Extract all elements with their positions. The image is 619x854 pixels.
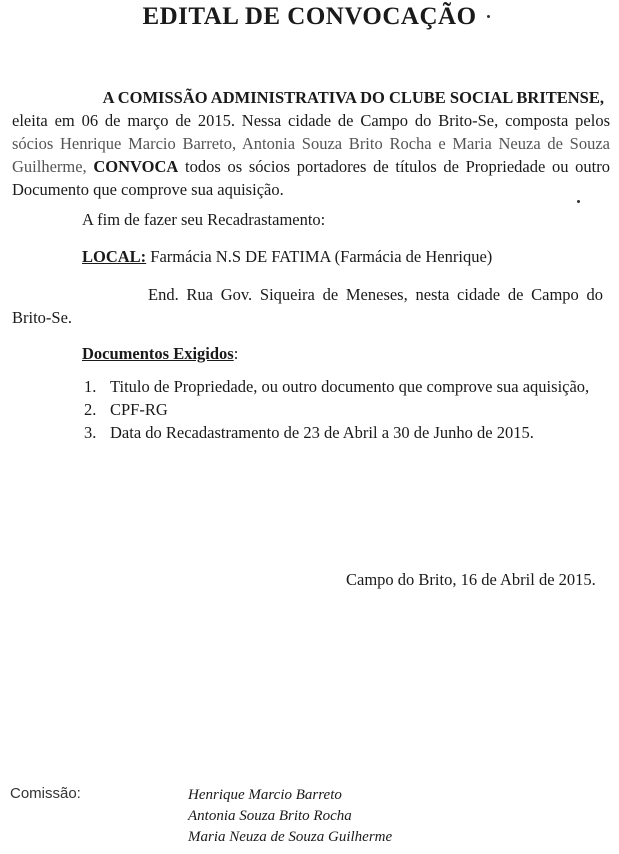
list-item — [84, 375, 589, 398]
intro-lead: A COMISSÃO ADMINISTRATIVA DO CLUBE SOCIAL BRITENSE, — [102, 88, 604, 107]
documents-heading-line — [82, 342, 238, 365]
intro-line-4: Documento que comprove sua aquisição. — [12, 180, 284, 199]
list-item-number: 1. — [84, 377, 97, 396]
list-item-text: Data do Recadastramento de 23 de Abril a 30 de Junho de 2015. — [110, 423, 534, 442]
commission-label: Comissão: — [10, 785, 81, 802]
convoca-word: CONVOCA — [93, 157, 179, 176]
purpose-line: A fim de fazer seu Recadrastamento: — [82, 210, 326, 229]
list-item-number: 2. — [84, 400, 97, 419]
documents-heading: Documentos Exigidos — [82, 344, 234, 363]
intro-line-3-suffix: todos os sócios portadores de títulos de Propriedade ou outro — [185, 157, 611, 176]
documents-heading-colon: : — [233, 344, 239, 363]
list-item — [84, 398, 168, 421]
intro-line-3-prefix: Guilherme, — [12, 157, 87, 176]
local-line — [82, 245, 492, 268]
address-line-2: Brito-Se. — [12, 308, 73, 327]
list-item-number: 3. — [84, 423, 97, 442]
address-line-1: End. Rua Gov. Siqueira de Meneses, nesta cidade de Campo do — [148, 285, 603, 304]
commission-member: Henrique Marcio Barreto — [188, 787, 342, 803]
intro-line-1: eleita em 06 de março de 2015. Nessa cidade de Campo do Brito-Se, composta pelos — [12, 111, 610, 130]
date-line: Campo do Brito, 16 de Abril de 2015. — [346, 570, 596, 589]
list-item-text: Titulo de Propriedade, ou outro documento que comprove sua aquisição, — [110, 377, 590, 396]
commission-member: Antonia Souza Brito Rocha — [188, 808, 352, 824]
list-item — [84, 421, 534, 444]
commission-member: Maria Neuza de Souza Guilherme — [188, 829, 393, 845]
scan-speck — [487, 15, 490, 18]
intro-line-3 — [12, 155, 610, 178]
list-item-text: CPF-RG — [110, 400, 168, 419]
intro-paragraph — [12, 86, 610, 201]
document-title: EDITAL DE CONVOCAÇÃO — [142, 3, 477, 30]
scan-speck — [577, 200, 580, 203]
local-label: LOCAL: — [82, 247, 147, 266]
local-value: Farmácia N.S DE FATIMA (Farmácia de Henrique) — [150, 247, 493, 266]
intro-line-2: sócios Henrique Marcio Barreto, Antonia Souza Brito Rocha e Maria Neuza de Souza — [12, 134, 610, 153]
